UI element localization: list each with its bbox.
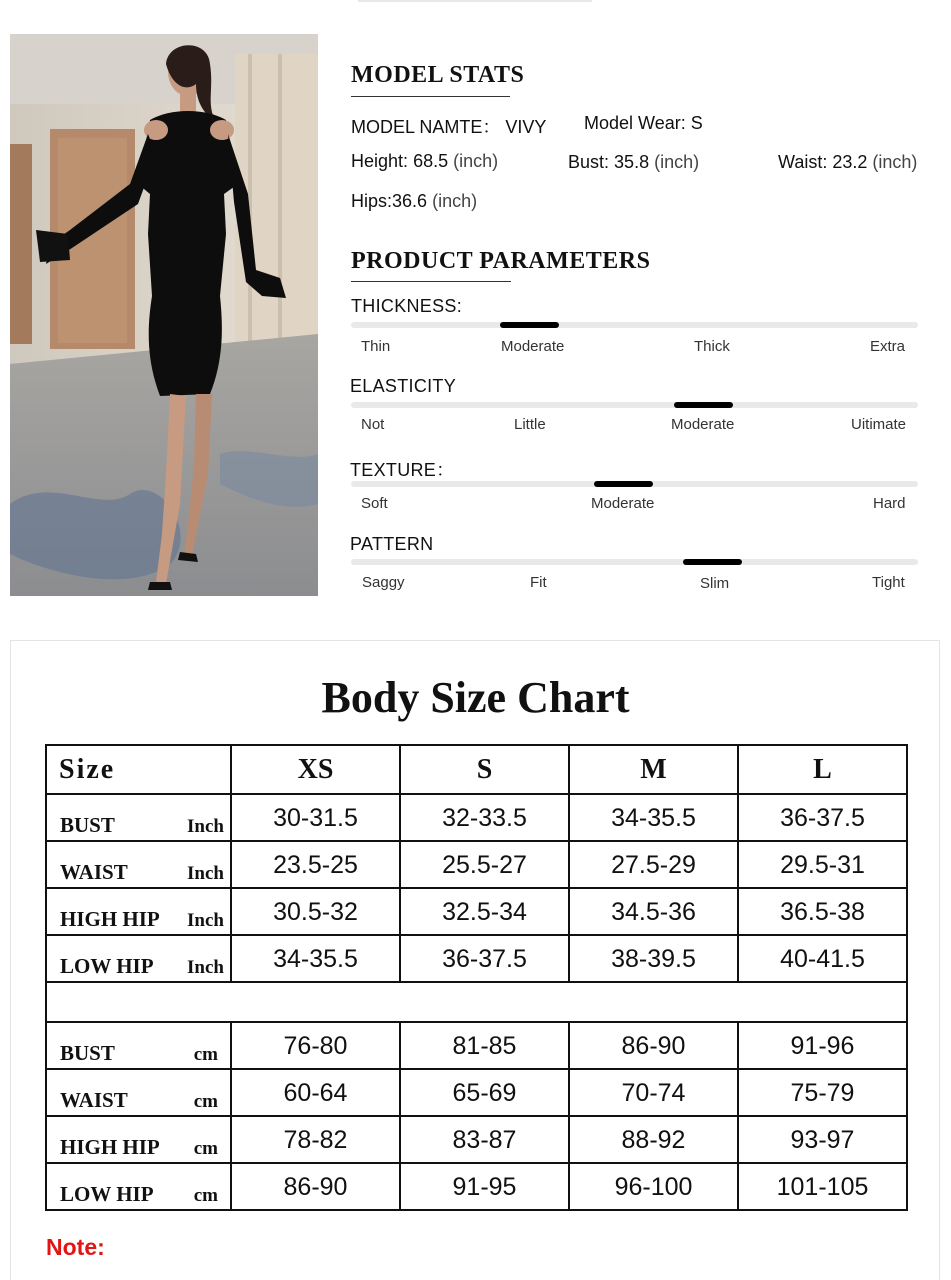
- row-label: [46, 935, 231, 982]
- table-row: [46, 1116, 907, 1163]
- thickness-track: [351, 322, 918, 328]
- hips-value: 36.6: [392, 191, 428, 211]
- measure-unit: cm: [193, 1044, 218, 1065]
- waist-stat: [778, 152, 917, 173]
- pattern-scale-slim: Slim: [700, 575, 730, 592]
- table-cell: 27.5-29: [569, 841, 738, 888]
- row-label: [46, 1022, 231, 1069]
- table-row: [46, 935, 907, 982]
- model-name-stat: [351, 113, 546, 139]
- table-cell: 70-74: [569, 1069, 738, 1116]
- row-label: [46, 1163, 231, 1210]
- table-cell: 86-90: [231, 1163, 400, 1210]
- model-stats-underline: [351, 96, 510, 97]
- table-cell: 76-80: [231, 1022, 400, 1069]
- bust-value: 35.8: [614, 152, 650, 172]
- measure-unit: Inch: [187, 863, 224, 884]
- thickness-scale-moderate: Moderate: [501, 338, 565, 355]
- bust-unit: (inch): [654, 152, 700, 172]
- elasticity-scale-moderate: Moderate: [671, 416, 735, 433]
- table-cell: 25.5-27: [400, 841, 569, 888]
- thickness-scale-thin: Thin: [361, 338, 391, 355]
- model-stats-title: MODEL STATS: [351, 62, 525, 88]
- table-cell: 34-35.5: [569, 794, 738, 841]
- size-header-row: [46, 745, 907, 794]
- measure-name: HIGH HIP: [60, 907, 160, 931]
- height-label: Height:: [351, 151, 409, 171]
- table-cell: 36-37.5: [738, 794, 907, 841]
- table-cell: 91-95: [400, 1163, 569, 1210]
- table-row: [46, 1163, 907, 1210]
- table-cell: 81-85: [400, 1022, 569, 1069]
- table-cell: 86-90: [569, 1022, 738, 1069]
- table-cell: 34-35.5: [231, 935, 400, 982]
- model-wear-stat: [584, 113, 703, 134]
- table-row: [46, 888, 907, 935]
- texture-scale-soft: Soft: [361, 495, 388, 512]
- table-cell: 91-96: [738, 1022, 907, 1069]
- elasticity-marker: [674, 402, 733, 408]
- param-pattern-title: PATTERN: [350, 534, 434, 554]
- table-cell: 78-82: [231, 1116, 400, 1163]
- height-stat: [351, 151, 498, 172]
- table-cell: 34.5-36: [569, 888, 738, 935]
- table-cell: 101-105: [738, 1163, 907, 1210]
- table-row: [46, 1022, 907, 1069]
- waist-label: Waist:: [778, 152, 828, 172]
- table-cell: 83-87: [400, 1116, 569, 1163]
- model-name-value: VIVY: [505, 117, 547, 137]
- pattern-track: [351, 559, 918, 565]
- texture-scale-hard: Hard: [873, 495, 906, 512]
- height-value: 68.5: [413, 151, 449, 171]
- row-label: [46, 841, 231, 888]
- product-parameters-underline: [351, 281, 511, 282]
- table-cell: 30.5-32: [231, 888, 400, 935]
- measure-name: LOW HIP: [60, 954, 154, 978]
- param-texture-title: TEXTURE：: [350, 460, 455, 480]
- measure-name: WAIST: [60, 1088, 128, 1112]
- measure-unit: cm: [193, 1185, 218, 1206]
- table-cell: 32.5-34: [400, 888, 569, 935]
- measure-name: WAIST: [60, 860, 128, 884]
- model-wear-label: Model Wear:: [584, 113, 686, 133]
- measure-name: BUST: [60, 1041, 115, 1065]
- size-header-xs: XS: [231, 745, 400, 794]
- row-label: [46, 794, 231, 841]
- table-row: [46, 1069, 907, 1116]
- table-cell: 60-64: [231, 1069, 400, 1116]
- bust-label: Bust:: [568, 152, 610, 172]
- height-unit: (inch): [453, 151, 499, 171]
- size-header-cell: Size: [46, 745, 231, 794]
- row-label: [46, 1116, 231, 1163]
- table-cell: 32-33.5: [400, 794, 569, 841]
- table-cell: 96-100: [569, 1163, 738, 1210]
- table-cell: 36-37.5: [400, 935, 569, 982]
- table-cell: 30-31.5: [231, 794, 400, 841]
- table-cell: 36.5-38: [738, 888, 907, 935]
- table-cell: 40-41.5: [738, 935, 907, 982]
- row-label: [46, 888, 231, 935]
- spacer-cell: [46, 982, 907, 1022]
- param-thickness-title: THICKNESS:: [351, 296, 463, 316]
- measure-unit: cm: [193, 1138, 218, 1159]
- thickness-scale-thick: Thick: [694, 338, 730, 355]
- waist-value: 23.2: [832, 152, 868, 172]
- elasticity-scale-uitimate: Uitimate: [851, 416, 907, 433]
- table-row: [46, 841, 907, 888]
- thickness-marker: [500, 322, 559, 328]
- table-spacer-row: [46, 982, 907, 1022]
- texture-scale-moderate: Moderate: [591, 495, 655, 512]
- param-elasticity-title: ELASTICITY: [350, 376, 457, 396]
- pattern-scale-fit: Fit: [530, 574, 547, 591]
- size-chart-title: Body Size Chart: [321, 673, 630, 722]
- measure-unit: Inch: [187, 816, 224, 837]
- table-row: [46, 794, 907, 841]
- table-cell: 38-39.5: [569, 935, 738, 982]
- bust-stat: [568, 152, 699, 173]
- thickness-scale-extra: Extra: [870, 338, 906, 355]
- row-label: [46, 1069, 231, 1116]
- measure-name: BUST: [60, 813, 115, 837]
- hips-stat: [351, 191, 477, 212]
- waist-unit: (inch): [872, 152, 918, 172]
- top-divider: [358, 0, 592, 2]
- measure-name: LOW HIP: [60, 1182, 154, 1206]
- table-cell: 23.5-25: [231, 841, 400, 888]
- measure-unit: cm: [193, 1091, 218, 1112]
- product-photo: [10, 34, 318, 596]
- measure-unit: Inch: [187, 910, 224, 931]
- product-parameters-title: PRODUCT PARAMETERS: [351, 248, 651, 274]
- elasticity-scale-not: Not: [361, 416, 385, 433]
- table-cell: 75-79: [738, 1069, 907, 1116]
- model-name-label: MODEL NAMTE：: [351, 117, 501, 137]
- table-cell: 93-97: [738, 1116, 907, 1163]
- elasticity-track: [351, 402, 918, 408]
- table-cell: 65-69: [400, 1069, 569, 1116]
- measure-name: HIGH HIP: [60, 1135, 160, 1159]
- size-header-l: L: [738, 745, 907, 794]
- table-cell: 88-92: [569, 1116, 738, 1163]
- pattern-scale-tight: Tight: [872, 574, 905, 591]
- table-cell: 29.5-31: [738, 841, 907, 888]
- model-wear-value: S: [690, 113, 703, 133]
- size-header-m: M: [569, 745, 738, 794]
- hips-unit: (inch): [432, 191, 478, 211]
- note-label: Note:: [46, 1234, 105, 1260]
- pattern-scale-saggy: Saggy: [362, 574, 405, 591]
- size-header-s: S: [400, 745, 569, 794]
- size-chart-table: [45, 744, 908, 1211]
- pattern-marker: [683, 559, 742, 565]
- texture-marker: [594, 481, 653, 487]
- measure-unit: Inch: [187, 957, 224, 978]
- hips-label: Hips:: [351, 191, 393, 211]
- elasticity-scale-little: Little: [514, 416, 546, 433]
